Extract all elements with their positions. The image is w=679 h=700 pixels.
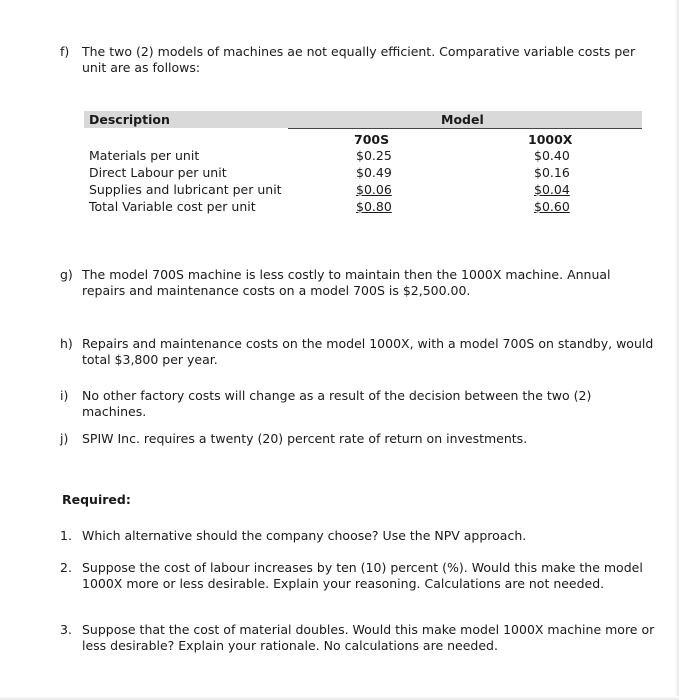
row-label-supplies: Supplies and lubricant per unit — [89, 182, 282, 197]
cell-1000x-total: $0.60 — [534, 199, 570, 214]
question-3-text: Suppose that the cost of material doubles. Would this make model 1000X machine more or less desirable? Explain your rationale. No calculations are needed. — [82, 622, 655, 653]
table-header-model: Model — [441, 112, 484, 127]
model-header-rule — [288, 128, 642, 129]
page-edge-shadow — [675, 0, 679, 700]
cell-700s-supplies: $0.06 — [356, 182, 392, 197]
item-h-marker: h) — [60, 336, 73, 351]
page-bottom-shadow — [0, 696, 679, 700]
question-1-text: Which alternative should the company choose? Use the NPV approach. — [82, 528, 527, 543]
item-f-text: The two (2) models of machines ae not equally efficient. Comparative variable costs per unit are as follows: — [82, 44, 636, 75]
item-j-text: SPIW Inc. requires a twenty (20) percent rate of return on investments. — [82, 431, 528, 446]
row-label-direct-labour: Direct Labour per unit — [89, 165, 227, 180]
item-j-marker: j) — [60, 431, 69, 446]
item-i-marker: i) — [60, 388, 69, 403]
question-3-marker: 3. — [60, 622, 72, 637]
cell-1000x-materials: $0.40 — [534, 148, 570, 163]
item-h-text: Repairs and maintenance costs on the model 1000X, with a model 700S on standby, would total $3,800 per year. — [82, 336, 654, 367]
item-i-text: No other factory costs will change as a result of the decision between the two (2) machines. — [82, 388, 592, 419]
cell-1000x-supplies: $0.04 — [534, 182, 570, 197]
cell-700s-direct-labour: $0.49 — [356, 165, 392, 180]
row-label-total: Total Variable cost per unit — [89, 199, 256, 214]
cell-1000x-direct-labour: $0.16 — [534, 165, 570, 180]
question-2-marker: 2. — [60, 560, 72, 575]
column-header-1000x: 1000X — [528, 132, 573, 147]
table-header-description: Description — [89, 112, 170, 127]
column-header-700s: 700S — [354, 132, 390, 147]
item-g-text: The model 700S machine is less costly to maintain then the 1000X machine. Annual repairs and maintenance costs on a model 700S is $2,500.00. — [82, 267, 611, 298]
row-label-materials: Materials per unit — [89, 148, 200, 163]
question-1-marker: 1. — [60, 528, 72, 543]
item-g-marker: g) — [60, 267, 73, 282]
required-heading: Required: — [62, 492, 131, 507]
cell-700s-materials: $0.25 — [356, 148, 392, 163]
question-2-text: Suppose the cost of labour increases by ten (10) percent (%). Would this make the model 1000X more or less desirable. Explain your reasoning. Calculations are not needed. — [82, 560, 643, 591]
item-f-marker: f) — [60, 44, 70, 59]
cell-700s-total: $0.80 — [356, 199, 392, 214]
